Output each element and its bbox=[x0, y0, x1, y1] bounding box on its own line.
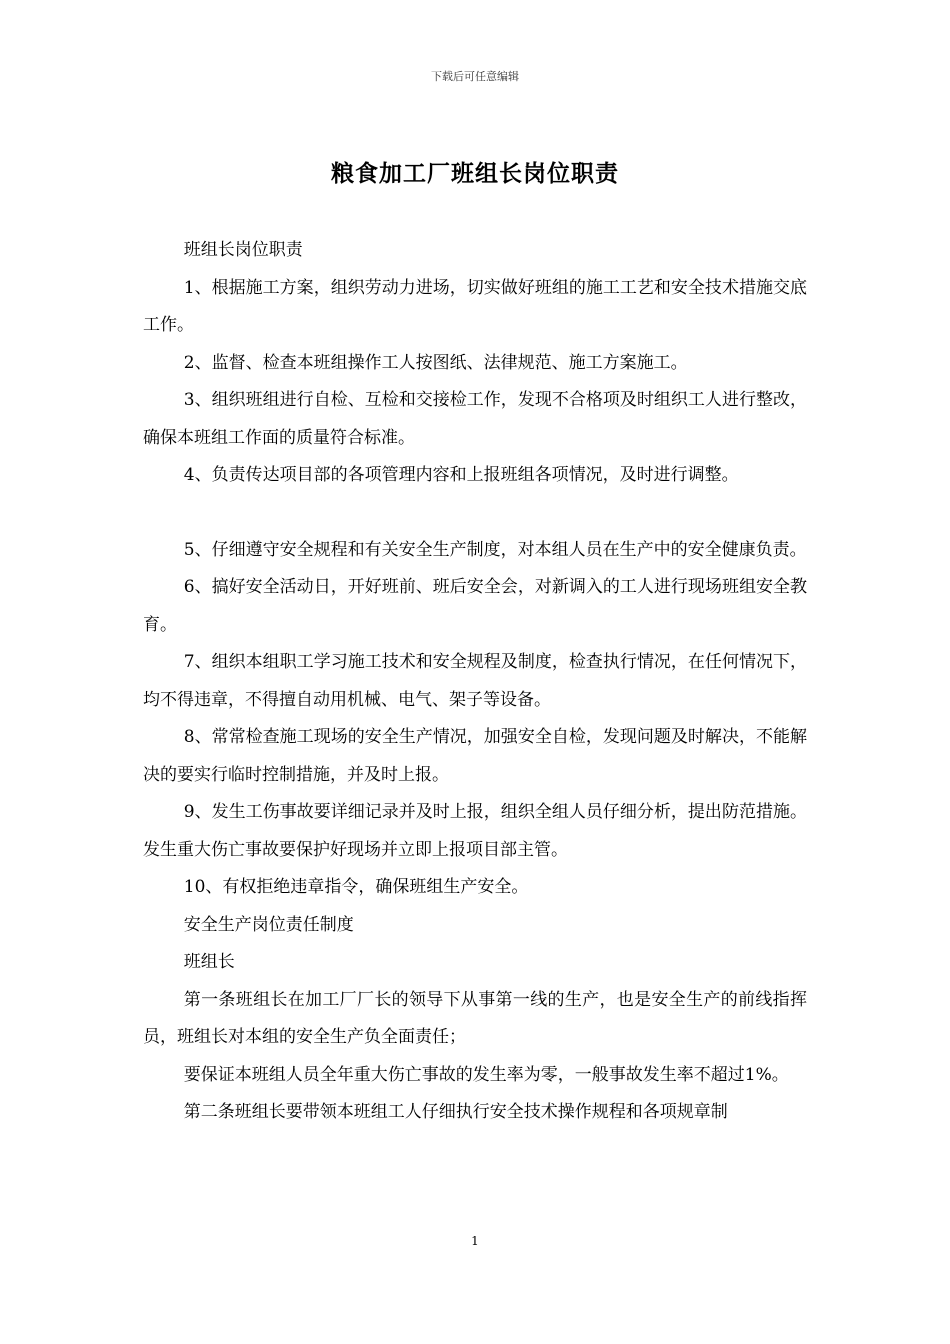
paragraph-section-heading-2: 安全生产岗位责任制度 bbox=[183, 914, 354, 935]
paragraph-item-1: 1、根据施工方案，组织劳动力进场，切实做好班组的施工工艺和安全技术措施交底工作。 bbox=[143, 277, 807, 335]
paragraph-article-1: 第一条班组长在加工厂厂长的领导下从事第一线的生产，也是安全生产的前线指挥员，班组长对本组的安全生产负全面责任； bbox=[143, 989, 807, 1047]
paragraph-item-8: 8、常常检查施工现场的安全生产情况，加强安全自检，发现问题及时解决，不能解决的要实行临时控制措施，并及时上报。 bbox=[143, 727, 807, 785]
paragraph-item-7: 7、组织本组职工学习施工技术和安全规程及制度，检查执行情况，在任何情况下，均不得违章，不得擅自动用机械、电气、架子等设备。 bbox=[143, 652, 807, 710]
paragraph-item-2: 2、监督、检查本班组操作工人按图纸、法律规范、施工方案施工。 bbox=[183, 352, 688, 373]
document-title: 粮食加工厂班组长岗位职责 bbox=[331, 160, 619, 187]
paragraph-article-1-target: 要保证本班组人员全年重大伤亡事故的发生率为零，一般事故发生率不超过1%。 bbox=[183, 1064, 789, 1085]
paragraph-item-9: 9、发生工伤事故要详细记录并及时上报，组织全组人员仔细分析，提出防范措施。发生重大伤亡事故要保护好现场并立即上报项目部主管。 bbox=[143, 802, 807, 860]
paragraph-item-4: 4、负责传达项目部的各项管理内容和上报班组各项情况，及时进行调整。 bbox=[183, 465, 739, 485]
paragraph-role-heading: 班组长 bbox=[183, 952, 235, 972]
document-body bbox=[143, 232, 807, 1132]
page-number: 1 bbox=[471, 1234, 479, 1248]
paragraph-section-heading: 班组长岗位职责 bbox=[183, 240, 303, 260]
paragraph-item-5: 5、仔细遵守安全规程和有关安全生产制度，对本组人员在生产中的安全健康负责。 bbox=[183, 539, 807, 560]
paragraph-item-3: 3、组织班组进行自检、互检和交接检工作，发现不合格项及时组织工人进行整改，确保本班组工作面的质量符合标准。 bbox=[143, 390, 807, 448]
header-note: 下载后可任意编辑 bbox=[431, 70, 519, 83]
paragraph-item-6: 6、搞好安全活动日，开好班前、班后安全会，对新调入的工人进行现场班组安全教育。 bbox=[143, 577, 807, 635]
paragraph-item-10: 10、有权拒绝违章指令，确保班组生产安全。 bbox=[183, 877, 529, 897]
paragraph-article-2: 第二条班组长要带领本班组工人仔细执行安全技术操作规程和各项规章制 bbox=[183, 1102, 728, 1122]
